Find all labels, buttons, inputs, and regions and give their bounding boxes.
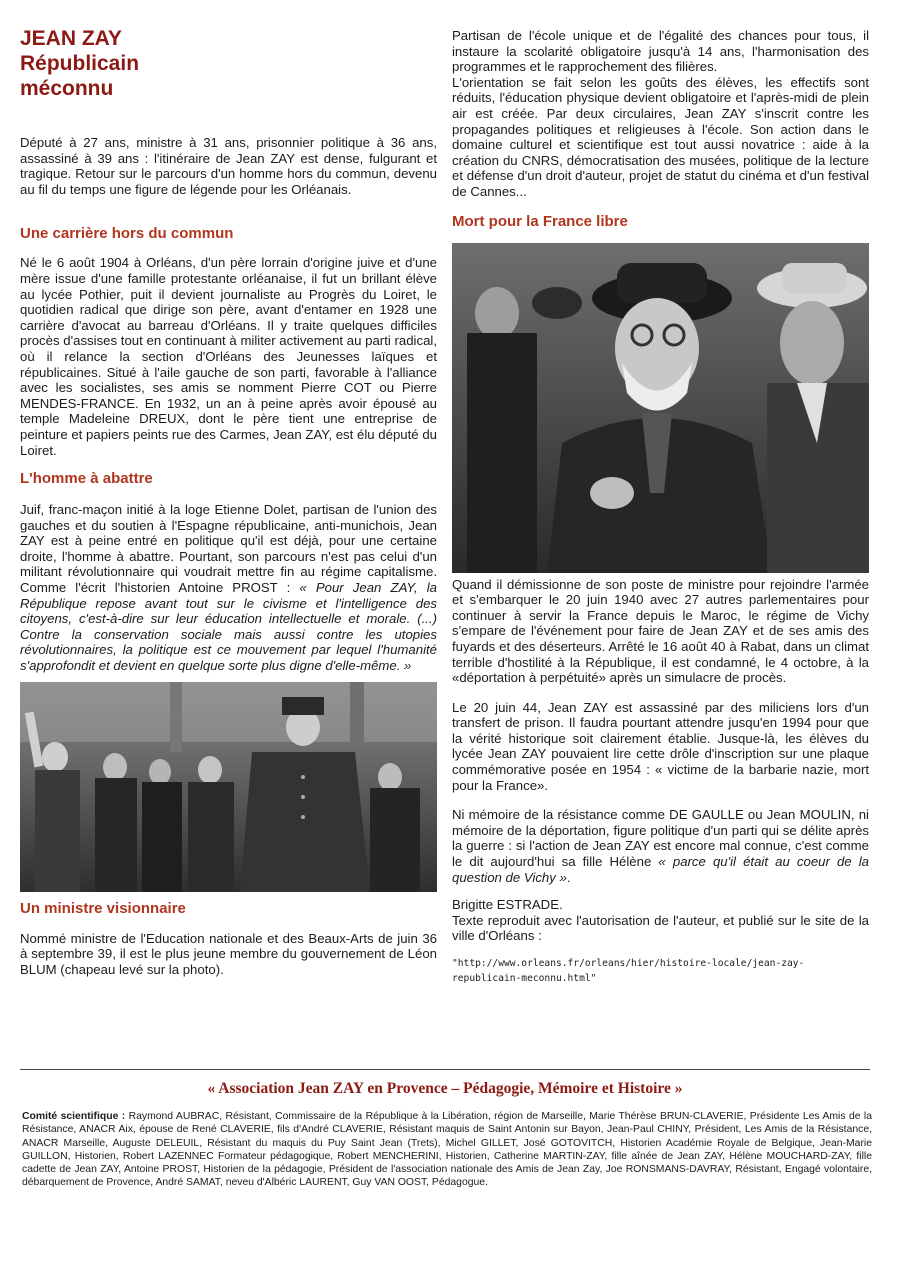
education-paragraph-1: Partisan de l'école unique et de l'égalité des chances pour tous, il instaure la scolarité obligatoire jusqu'à 14 ans, l'harmonisation des programmes et le rapprochement des filières. bbox=[452, 28, 869, 75]
right-column bbox=[452, 28, 869, 986]
association-title: « Association Jean ZAY en Provence – Pédagogie, Mémoire et Histoire » bbox=[207, 1080, 683, 1097]
photo-leon-blum-crowd bbox=[20, 682, 437, 892]
abattre-text: Juif, franc-maçon initié à la loge Etienne Dolet, partisan de l'union des gauches et du soutien à l'Espagne républicaine, anti-munichois, Jean ZAY est à peine entré en politique qu'il est déjà, pour une certaine droite, l'homme à abattre. Pourtant, son parcours n'est pas celui d'un militant révolutionnaire qui voudrait mettre fin au régime capitalisme. Comme l'écrit l'historien Antoine PROST : bbox=[20, 502, 437, 596]
title-line-3: méconnu bbox=[20, 77, 114, 100]
comite-members: Raymond AUBRAC, Résistant, Commissaire de la République à la Libération, région de Marseille, Marie Thérèse BRUN-CLAVERIE, Présidente Les Amis de la Résistance, ANACR Aix, épouse de René CLAVERIE, fils d'André CLAVERIE, Résistant maquis de Saint Antonin sur Bayon, Jean-Paul CHINY, Président, Les Amis de la Résistance, ANACR Marseille, Auguste DELEUIL, Résistant du maquis du Puy Saint Jean (Trets), Michel GILLET, José GOTOVITCH, Historien Académie Royale de Belgique, Jean-Marie GUILLON, Historien, Robert LAZENNEC Formateur pédagogique, Robert MENCHERINI, Historien, Catherine MARTIN-ZAY, fille aînée de Jean ZAY, Hélène MOUCHARD-ZAY, fille cadette de Jean ZAY, Antoine PROST, Historien de la pédagogie, Président de l'association nationale des Amis de Jean Zay, Joe RONSMANS-DAVRAY, Résistant, Engagé volontaire, débarquement de Provence, André SAMAT, neveu d'Albéric LAURENT, Guy VAN OOST, Pédagogue. bbox=[22, 1111, 872, 1189]
mort-text-3: Ni mémoire de la résistance comme DE GAULLE ou Jean MOULIN, ni mémoire de la déportation, figure politique d'un parti qui se délite après la guerre : si l'action de Jean ZAY est encore mal connue, c'est comme le dit aujourd'hui sa fille Hélène bbox=[452, 807, 869, 870]
mort-text-3-end: . bbox=[566, 869, 571, 885]
author-signature: Brigitte ESTRADE. bbox=[452, 897, 563, 913]
mort-paragraph-2: Le 20 juin 44, Jean ZAY est assassiné par des miliciens lors d'un transfert de prison. Il faudra pourtant attendre jusqu'en 1994 pour que la vérité historique soit clairement établie. Jusque-là, les élèves du lycée Jean ZAY pouvaient lire cette drôle d'inscription sur une plaque commémorative posée en 1954 : « victime de la barbarie nazie, mort pour la France». bbox=[452, 699, 869, 793]
comite-label: Comité scientifique : bbox=[22, 1111, 126, 1122]
photo-jean-zay-portrait bbox=[452, 243, 869, 573]
heading-abattre: L'homme à abattre bbox=[20, 470, 153, 488]
visionnaire-paragraph: Nommé ministre de l'Education nationale et des Beaux-Arts de juin 36 à septembre 39, il est le plus jeune membre du gouvernement de Léon BLUM (chapeau levé sur la photo). bbox=[20, 930, 437, 977]
education-paragraph-2: L'orientation se fait selon les goûts des élèves, les effectifs sont réduits, l'éducation physique devient obligatoire et l'après-midi de plein air est créée. Par deux circulaires, Jean ZAY s'inscrit contre les propagandes politiques et religieuses à l'école. Son action dans le domaine culturel et scientifique est tout aussi novatrice : aide à la création du CNRS, démocratisation des musées, politique de la lecture et défense d'un droit d'auteur, projet de statut du cinéma et d'un festival de Cannes... bbox=[452, 74, 869, 199]
mort-paragraph-1: Quand il démissionne de son poste de ministre pour rejoindre l'armée et s'embarquer le 20 juin 1940 avec 27 autres parlementaires pour continuer à servir la France depuis le Maroc, le régime de Vichy s'empare de l'événement pour faire de Jean ZAY et de ses amis des fuyards et des déserteurs. Arrêté le 16 août 40 à Rabat, dans un climat terrible d'hostilité à la République, il est condamné, le 4 octobre, à la «déportation à perpétuité» après un simulacre de procès. bbox=[452, 576, 869, 686]
heading-visionnaire: Un ministre visionnaire bbox=[20, 899, 186, 917]
footer-divider bbox=[20, 1069, 870, 1070]
title-line-2: Républicain bbox=[20, 52, 140, 75]
prost-quote: « Pour Jean ZAY, la République repose avant tout sur le civisme et l'intelligence des citoyens, c'est-à-dire sur leur éducation intellectuelle et morale. (...) Contre la conservation sociale mais aussi contre les utopies révolutionnaires, la politique est ce mouvement par lequel l'humanité s'approfondit et devient en quelque sorte plus digne d'elle-même. » bbox=[20, 580, 438, 674]
source-url[interactable]: "http://www.orleans.fr/orleans/hier/histoire-locale/jean-zay-republicain-meconnu.html" bbox=[452, 958, 805, 984]
mort-paragraph-3 bbox=[452, 807, 869, 885]
heading-mort: Mort pour la France libre bbox=[452, 212, 628, 230]
heading-carriere: Une carrière hors du commun bbox=[20, 225, 234, 243]
title-line-1: JEAN ZAY bbox=[20, 27, 122, 50]
comite-scientifique bbox=[22, 1110, 872, 1190]
helene-quote: « parce qu'il était au coeur de la question de Vichy » bbox=[452, 854, 870, 885]
carriere-paragraph: Né le 6 août 1904 à Orléans, d'un père lorrain d'origine juive et d'une mère issue d'une famille protestante orléanaise, il fut un brillant élève au lycée Pothier, puit il devient journaliste au Progrès du Loiret, le quotidien radical que dirige son père, avant d'entamer en 1928 une carrière d'avocat au barreau d'Orléans. Il y traite quelques difficiles procès d'assises tout en continuant à militer activement au parti radical, où il relance la section d'Orléans des Jeunesses laïques et républicaines. Situé à l'aile gauche de son parti, favorable à l'alliance avec les socialistes, ses amis se nomment Pierre COT ou Pierre MENDES-FRANCE. En 1932, un an à peine après avoir épousé au temple Madeleine DREUX, dont le père tient une entreprise de peinture et papiers peints rue des Carmes, Jean ZAY, est élu député du Loiret. bbox=[20, 255, 437, 458]
reproduction-note: Texte reproduit avec l'autorisation de l'auteur, et publié sur le site de la ville d'Orléans : bbox=[452, 912, 869, 944]
article-title bbox=[20, 26, 437, 101]
left-column bbox=[20, 26, 437, 977]
intro-paragraph: Député à 27 ans, ministre à 31 ans, prisonnier politique à 36 ans, assassiné à 39 ans : l'itinéraire de Jean ZAY est dense, fulgurant et tragique. Retour sur le parcours d'un homme hors du commun, devenu au fil du temps une figure de légende pour les Orléanais. bbox=[20, 135, 437, 197]
abattre-paragraph bbox=[20, 502, 437, 674]
